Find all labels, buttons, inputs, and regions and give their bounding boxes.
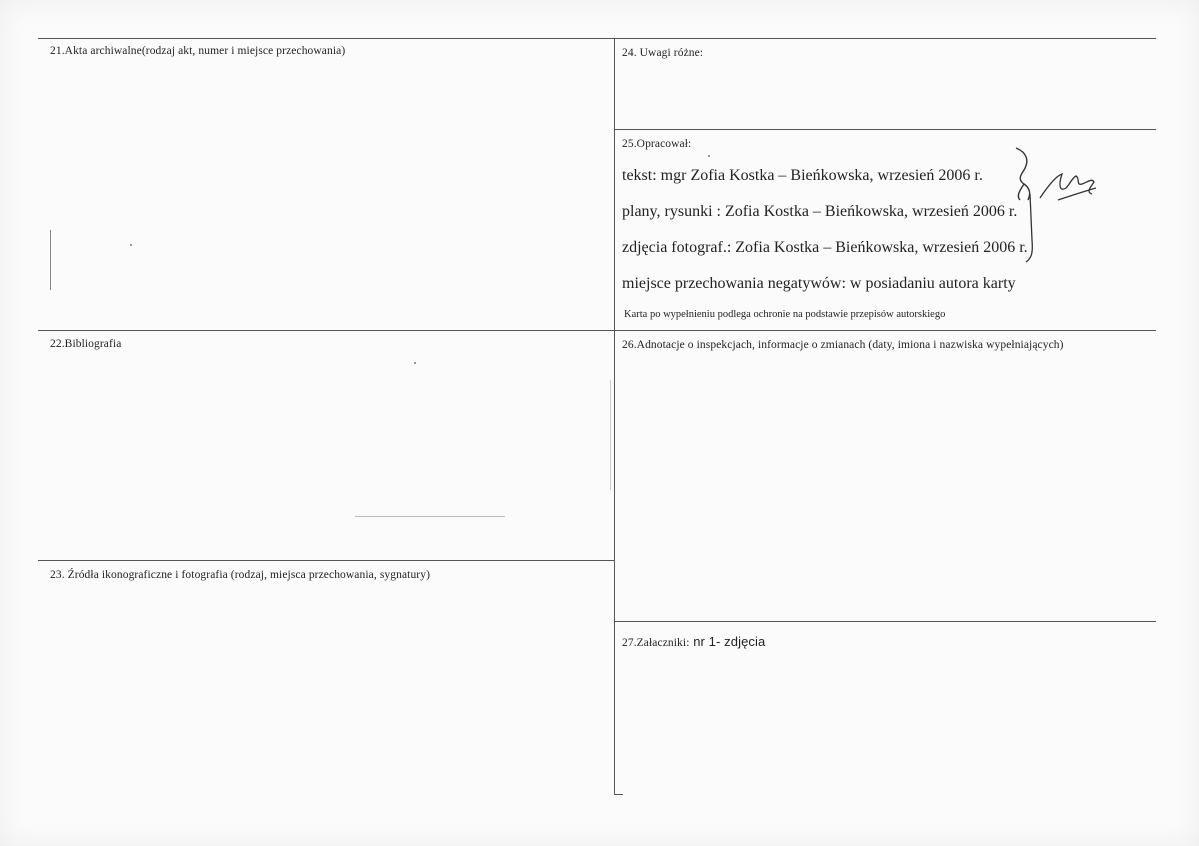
field-25-negatives-storage-line: miejsce przechowania negatywów: w posiadaniu autora karty: [622, 275, 1016, 292]
divider-21-22: [38, 330, 1156, 331]
field-27-label-text: 27.Załaczniki:: [622, 637, 690, 649]
field-21-archival-records-label: 21.Akta archiwalne(rodzaj akt, numer i miejsce przechowania): [50, 45, 346, 57]
field-25-compiled-by-label: 25.Opracował:: [622, 138, 692, 150]
signature-bracket-stroke: [1016, 148, 1030, 200]
bottom-tick: [614, 794, 623, 795]
top-border: [38, 38, 1156, 39]
divider-26-27: [614, 621, 1156, 622]
field-25-drawings-author-line: plany, rysunki : Zofia Kostka – Bieńkowska, wrzesień 2006 r.: [622, 203, 1018, 220]
field-24-remarks-label: 24. Uwagi różne:: [622, 47, 704, 59]
field-27-attachments-value: nr 1- zdjęcia: [689, 634, 766, 649]
field-27-attachments-label: [622, 634, 765, 649]
scan-speck: [708, 155, 710, 157]
field-25-copyright-note: Karta po wypełnieniu podlega ochronie na podstawie przepisów autorskiego: [624, 309, 946, 320]
field-25-photos-author-line: zdjęcia fotograf.: Zofia Kostka – Bieńkowska, wrzesień 2006 r.: [622, 239, 1028, 256]
scan-mark: [610, 380, 611, 490]
field-26-annotations-label: 26.Adnotacje o inspekcjach, informacje o zmianach (daty, imiona i nazwiska wypełniających): [622, 339, 1064, 351]
scan-mark: [355, 516, 505, 517]
divider-24-25: [614, 129, 1156, 130]
signature-stroke: [1040, 174, 1096, 200]
field-23-iconographic-sources-label: 23. Źródła ikonograficzne i fotografia (rodzaj, miejsca przechowania, sygnatury): [50, 569, 430, 581]
signature-bracket-vertical: [1026, 194, 1032, 262]
divider-22-23: [38, 560, 614, 561]
scan-speck: [414, 362, 416, 364]
center-divider: [614, 38, 615, 794]
scan-speck: [130, 244, 132, 246]
handwritten-signature: [1000, 140, 1110, 270]
field-25-text-author-line: tekst: mgr Zofia Kostka – Bieńkowska, wrzesień 2006 r.: [622, 167, 983, 184]
scan-mark: [50, 230, 51, 290]
field-22-bibliography-label: 22.Bibliografia: [50, 338, 122, 350]
